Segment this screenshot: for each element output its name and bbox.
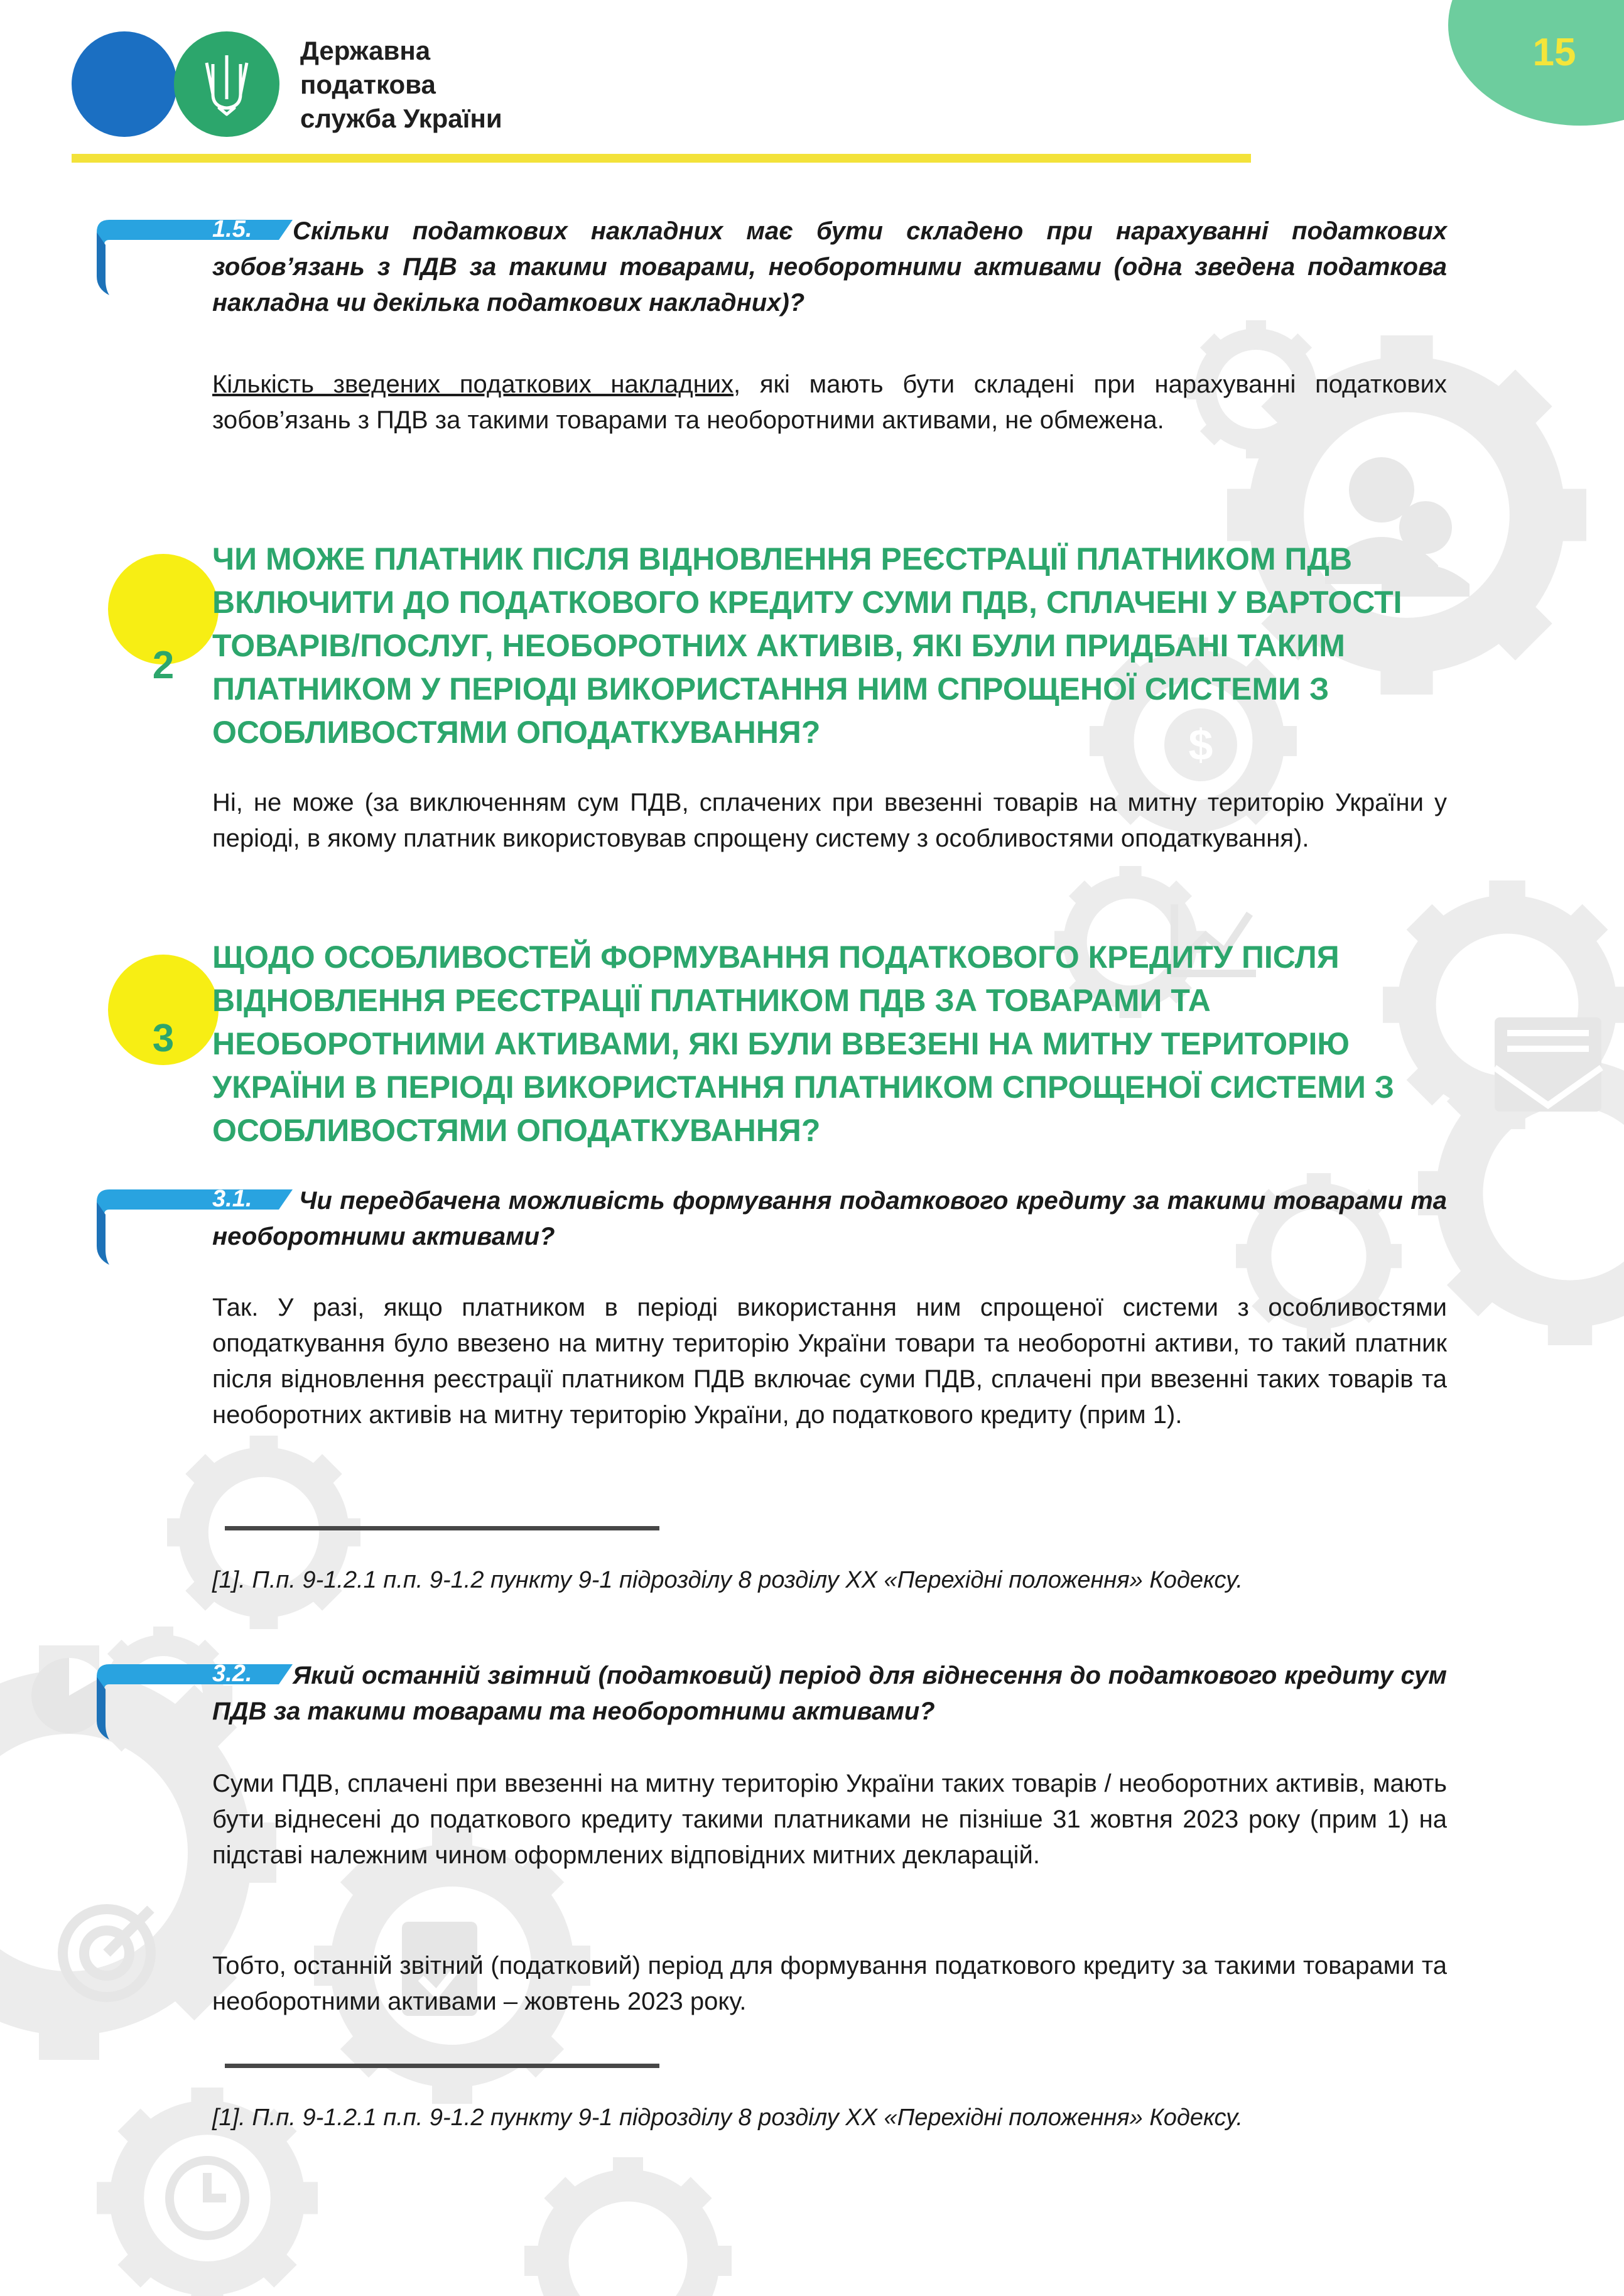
- logo-blue-circle: [72, 31, 177, 137]
- answer-paragraph: Суми ПДВ, сплачені при ввезенні на митну територію України таких товарів / необоротних активів, мають бути віднесені до податкового кредиту такими платниками не пізніше 31 жовтня 2023 року (прим 1) на підставі належним чином оформлених відповідних митних декларацій.: [212, 1770, 1447, 1869]
- org-name-line3: служба України: [300, 104, 502, 133]
- section-heading: ЩОДО ОСОБЛИВОСТЕЙ ФОРМУВАННЯ ПОДАТКОВОГО КРЕДИТУ ПІСЛЯ ВІДНОВЛЕННЯ РЕЄСТРАЦІЇ ПЛАТНИКОМ ПДВ ЗА ТОВАРАМИ ТА НЕОБОРОТНИМИ АКТИВАМИ, ЯКІ БУЛИ ВВЕЗЕНІ НА МИТНУ ТЕРИТОРІЮ УКРАЇНИ В ПЕРІОДІ ВИКОРИСТАННЯ ПЛАТНИКОМ СПРОЩЕНОЇ СИСТЕМИ З ОСОБЛИВОСТЯМИ ОПОДАТКУВАННЯ?: [212, 940, 1395, 1148]
- trident-icon: [174, 31, 279, 137]
- header-divider: [72, 154, 1251, 163]
- question-text: Чи передбачена можливість формування податкового кредиту за такими товарами та необоротними активами?: [212, 1187, 1447, 1250]
- svg-text:$: $: [1188, 720, 1213, 769]
- clock-icon: [170, 2160, 245, 2236]
- section-number: 2: [152, 644, 175, 687]
- question-text: Скільки податкових накладних має бути складено при нарахуванні податкових зобов’язань з ПДВ за такими товарами, необоротними активами (одна зведена податкова накладна чи декілька податкових накладних)?: [212, 217, 1447, 317]
- answer-paragraph: Ні, не може (за виключенням сум ПДВ, сплачених при ввезенні товарів на митну територію України у періоді, в якому платник використовував спрощену систему з особливостями оподаткування).: [212, 789, 1447, 852]
- answer-paragraph: Тобто, останній звітний (податковий) період для формування податкового кредиту за такими товарами та необоротними активами – жовтень 2023 року.: [212, 1952, 1447, 2015]
- footnote-divider: [225, 1526, 659, 1530]
- page-number: 15: [1532, 31, 1576, 74]
- org-name-line2: податкова: [300, 70, 436, 99]
- section-heading: ЧИ МОЖЕ ПЛАТНИК ПІСЛЯ ВІДНОВЛЕННЯ РЕЄСТРАЦІЇ ПЛАТНИКОМ ПДВ ВКЛЮЧИТИ ДО ПОДАТКОВОГО КРЕДИТУ СУМИ ПДВ, СПЛАЧЕНІ У ВАРТОСТІ ТОВАРІВ/ПОСЛУГ, НЕОБОРОТНИХ АКТИВІВ, ЯКІ БУЛИ ПРИДБАНІ ТАКИМ ПЛАТНИКОМ У ПЕРІОДІ ВИКОРИСТАННЯ НИМ СПРОЩЕНОЇ СИСТЕМИ З ОСОБЛИВОСТЯМИ ОПОДАТКУВАННЯ?: [212, 541, 1402, 750]
- answer-paragraph: [212, 367, 1447, 438]
- org-name-line1: Державна: [300, 36, 431, 65]
- footnote-divider: [225, 2064, 659, 2068]
- question-number: 3.1.: [212, 1186, 252, 1212]
- footnote: [1]. П.п. 9-1.2.1 п.п. 9-1.2 пункту 9-1 підрозділу 8 розділу XX «Перехідні положення» Кодексу.: [212, 2104, 1243, 2131]
- question-text: Який останній звітний (податковий) період для віднесення до податкового кредиту сум ПДВ за такими товарами та необоротними активами?: [212, 1662, 1447, 1725]
- question-number: 1.5.: [212, 216, 252, 242]
- answer-rest: , які мають бути складені при нарахуванні податкових зобов’язань з ПДВ за такими товарами та необоротними активами, не обмежена.: [212, 371, 1447, 434]
- footnote: [1]. П.п. 9-1.2.1 п.п. 9-1.2 пункту 9-1 підрозділу 8 розділу XX «Перехідні положення» Кодексу.: [212, 1567, 1243, 1593]
- section-number: 3: [152, 1017, 175, 1060]
- question-number: 3.2.: [212, 1660, 252, 1687]
- envelope-icon: [1495, 1017, 1601, 1112]
- org-name: [300, 34, 502, 136]
- answer-underlined: Кількість зведених податкових накладних: [212, 371, 734, 398]
- answer-paragraph: Так. У разі, якщо платником в періоді використання ним спрощеної системи з особливостями оподаткування було ввезено на митну територію України товари та необоротні активи, то такий платник після відновлення реєстрації платником ПДВ включає суми ПДВ, сплачені при ввезенні таких товарів та необоротних активів на митну територію України, до податкового кредиту (прим 1).: [212, 1294, 1447, 1429]
